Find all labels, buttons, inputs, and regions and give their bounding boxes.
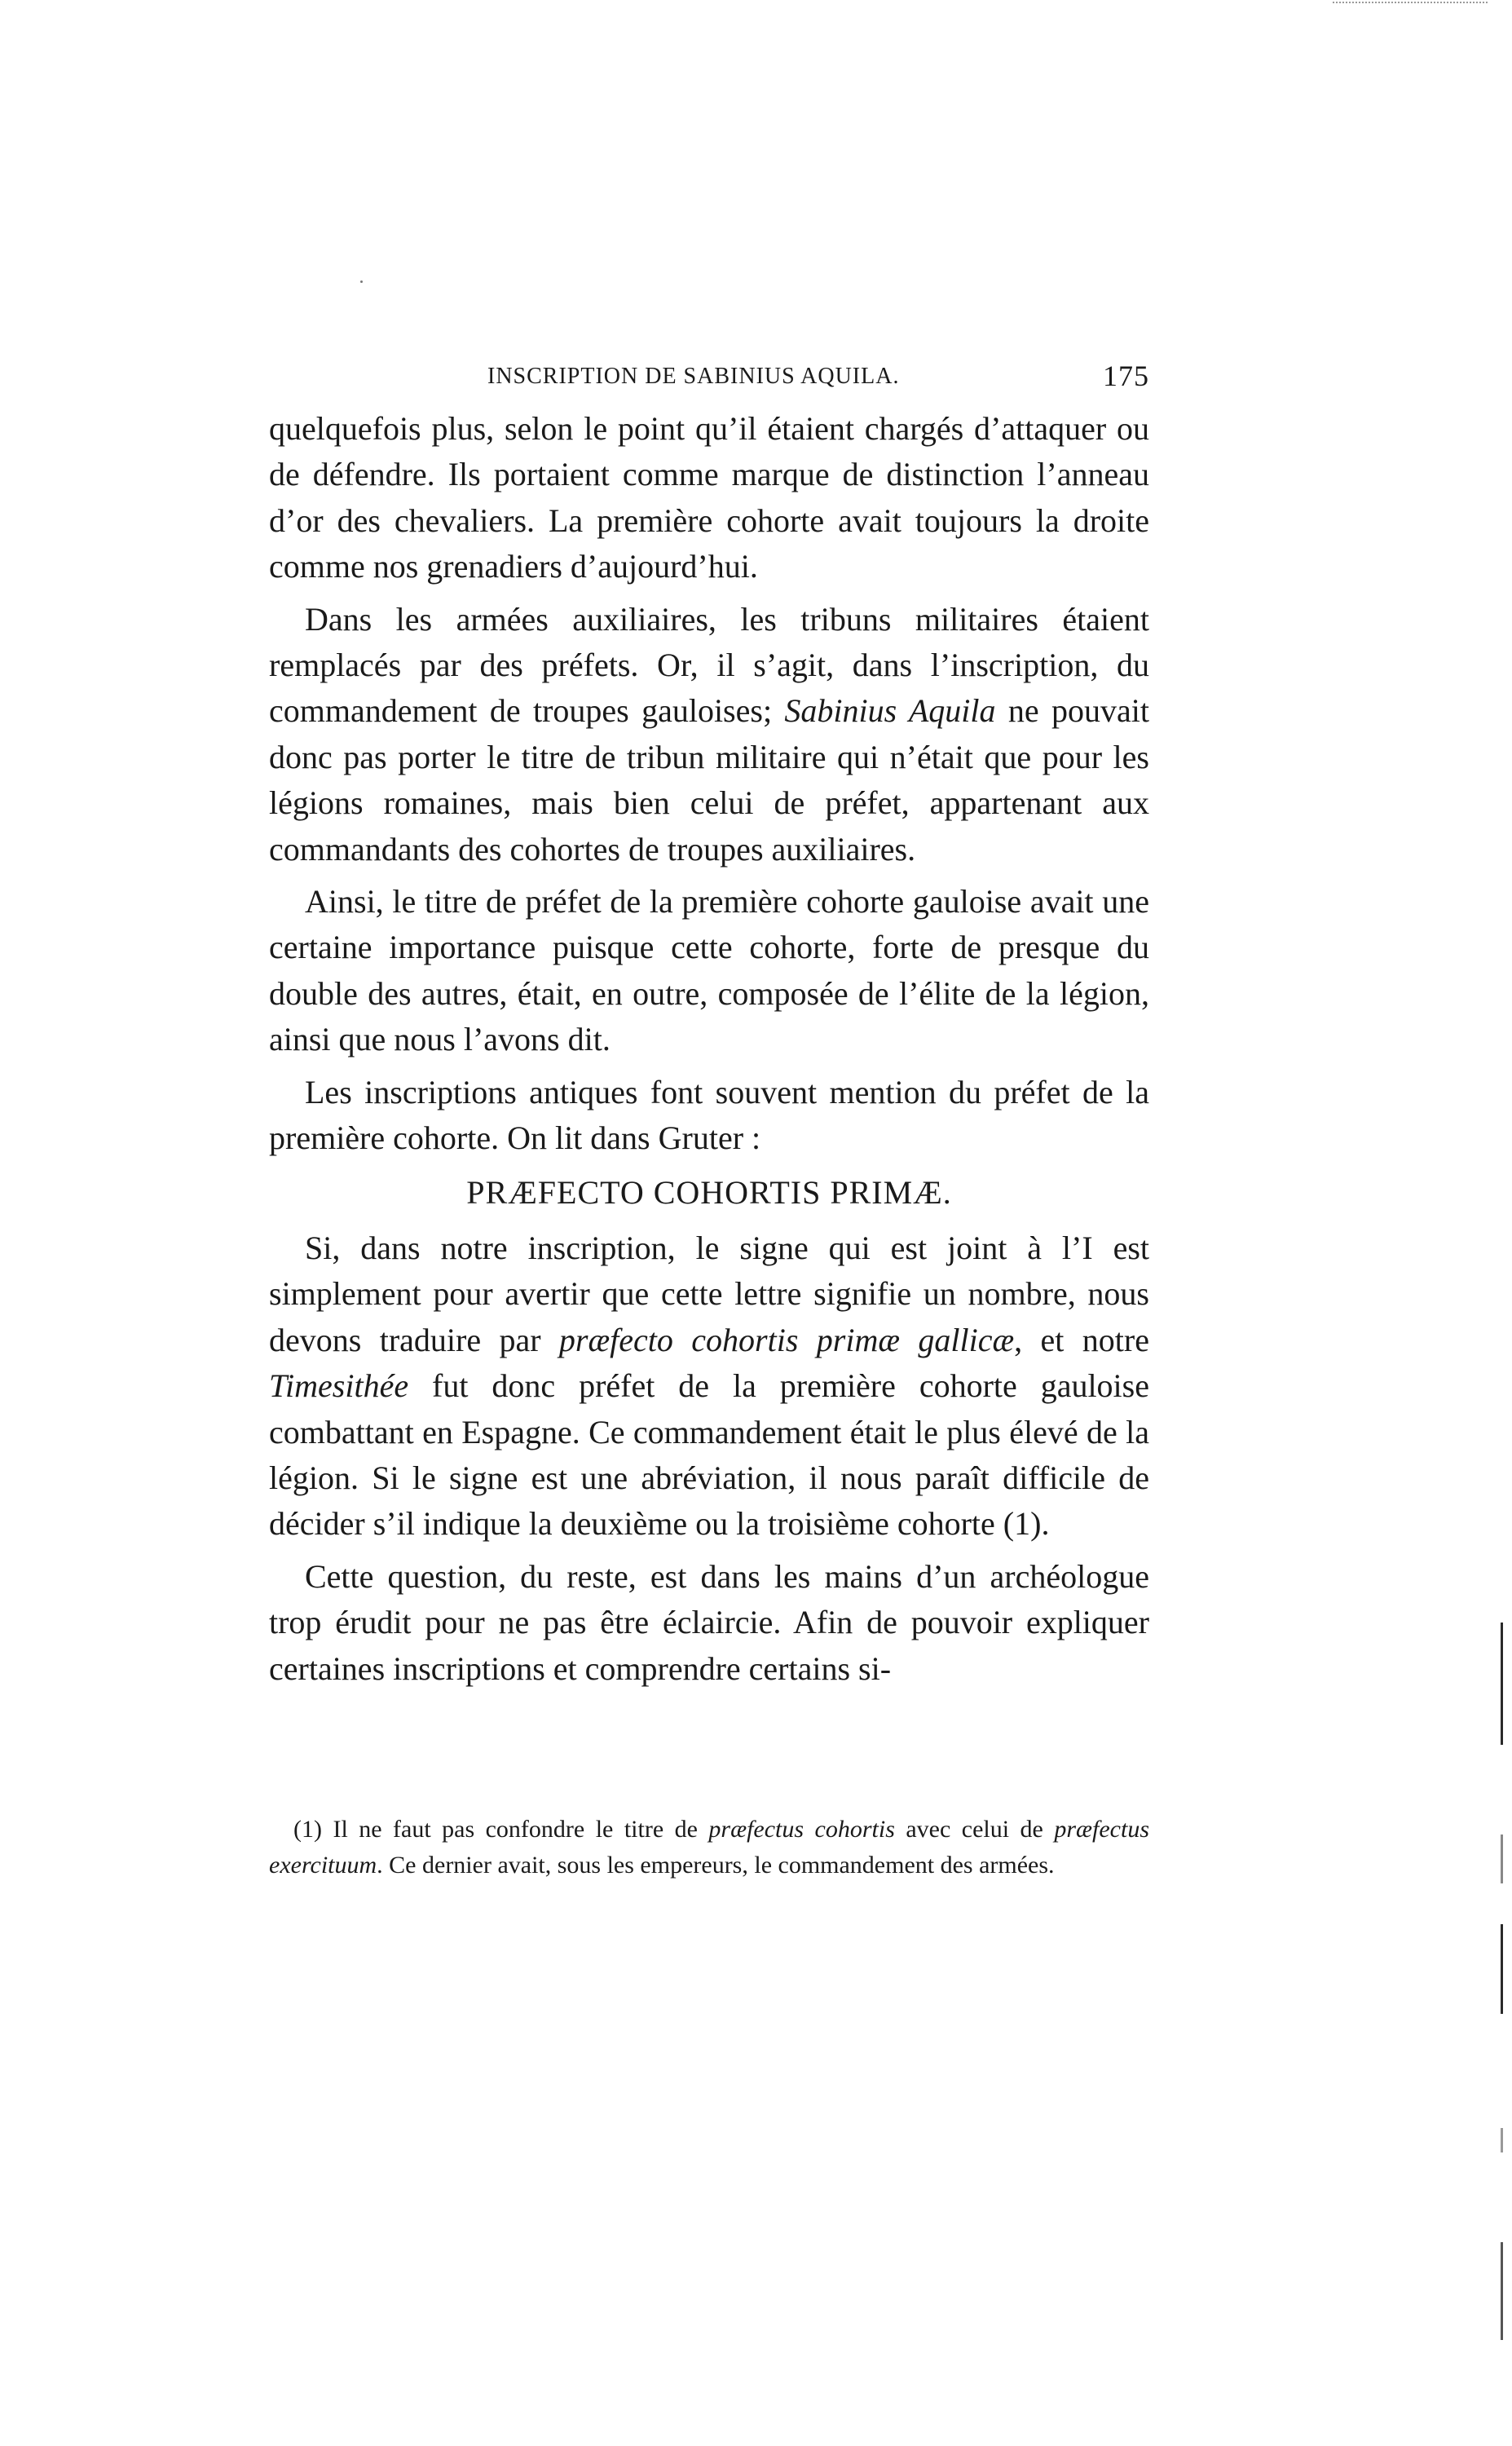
paragraph-3: Ainsi, le titre de préfet de la première cohorte gauloise avait une certaine importance puisque cette cohorte, forte de presque du double des autres, était, en outre, composée de l’élite de la légion, ainsi que nous l’avons dit. xyxy=(269,883,1149,1058)
paragraph-2-text-b: ne pouvait donc pas porter le titre de tribun militaire qui n’était que pour les légions romaines, mais bien celui de préfet, appartenant aux commandants des cohortes de troupes auxiliaires. xyxy=(269,692,1149,868)
paragraph-1: quelquefois plus, selon le point qu’il étaient chargés d’attaquer ou de défendre. Ils portaient comme marque de distinction l’anneau d’or des chevaliers. La première cohorte avait toujours la droite comme nos grenadiers d’aujourd’hui. xyxy=(269,410,1149,585)
running-head xyxy=(487,359,1149,400)
paragraph-5-text-c: fut donc préfet de la première cohorte gauloise combattant en Espagne. Ce commandement était le plus élevé de la légion. Si le signe est une abréviation, il nous paraît difficile de décider s’il indique la deuxième ou la troisième cohorte (1). xyxy=(269,1367,1149,1543)
scan-edge-marks-top xyxy=(1333,2,1488,8)
footnote-text-c: . Ce dernier avait, sous les empereurs, le commandement des armées. xyxy=(377,1852,1055,1879)
scan-edge-marks-right xyxy=(1501,1623,1504,2438)
paragraph-2-text-a: Dans les armées auxiliaires, les tribuns militaires étaient remplacés par des préfets. Or, il s’agit, dans l’inscription, du commandement de troupes gauloises; xyxy=(269,600,1149,730)
scan-speck xyxy=(360,280,363,283)
footnote-term-2: præfectus exercituum xyxy=(269,1816,1150,1879)
body-text xyxy=(269,406,1149,1692)
footnote xyxy=(269,1812,1149,1883)
footnote-text-b: avec celui de xyxy=(894,1816,1055,1843)
paragraph-5-latin: præfecto cohortis primæ gallicæ xyxy=(558,1321,1015,1358)
paragraph-5-name: Timesithée xyxy=(269,1367,409,1405)
paragraph-2-name: Sabinius Aquila xyxy=(784,692,996,730)
paragraph-4: Les inscriptions antiques font souvent mention du préfet de la première cohorte. On lit dans Gruter : xyxy=(269,1073,1149,1157)
paragraph-6: Cette question, du reste, est dans les mains d’un archéologue trop érudit pour ne pas être éclaircie. Afin de pouvoir expliquer certaines inscriptions et comprendre certains si- xyxy=(269,1557,1149,1687)
paragraph-5-text-a: Si, dans notre inscription, le signe qui est joint à l’I est simplement pour avertir que cette lettre signifie un nombre, nous devons traduire par xyxy=(269,1229,1149,1358)
footnote-term-1: præfectus cohortis xyxy=(708,1816,895,1843)
inscription-quote: PRÆFECTO COHORTIS PRIMÆ. xyxy=(466,1173,952,1211)
running-head-title: INSCRIPTION DE SABINIUS AQUILA. xyxy=(487,364,900,389)
footnote-1 xyxy=(269,1812,1149,1883)
paragraph-5 xyxy=(269,1225,1149,1548)
paragraph-2 xyxy=(269,597,1149,872)
page-number: 175 xyxy=(1103,360,1149,392)
paragraph-5-text-b: , et notre xyxy=(1014,1321,1149,1358)
footnote-text-a: (1) Il ne faut pas confondre le titre de xyxy=(293,1816,709,1843)
